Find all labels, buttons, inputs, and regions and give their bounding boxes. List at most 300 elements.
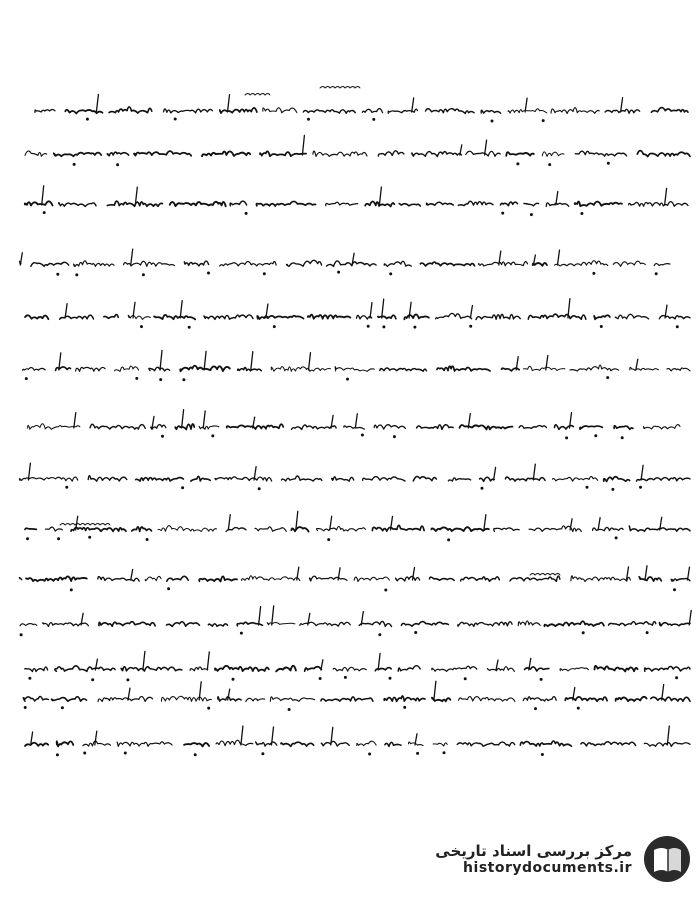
handwriting-stroke bbox=[154, 315, 195, 320]
handwriting-dot bbox=[464, 678, 466, 680]
handwriting-stroke bbox=[54, 153, 102, 157]
handwriting-stroke bbox=[175, 424, 194, 430]
handwriting-stroke bbox=[613, 261, 645, 266]
handwriting-dot bbox=[443, 752, 445, 754]
handwriting-dot bbox=[517, 163, 519, 165]
handwriting-stroke bbox=[524, 203, 539, 206]
handwriting-stroke bbox=[55, 666, 115, 672]
handwriting-stroke bbox=[134, 151, 191, 156]
handwriting-dot bbox=[258, 488, 260, 490]
handwriting-dot bbox=[361, 434, 363, 436]
handwriting-stroke bbox=[335, 367, 374, 372]
handwriting-ascender bbox=[160, 350, 162, 370]
handwriting-dot bbox=[404, 706, 406, 708]
handwriting-ascender bbox=[96, 95, 98, 113]
handwriting-dot bbox=[367, 325, 369, 327]
watermark-url: historydocuments.ir bbox=[463, 860, 632, 876]
handwriting-dot bbox=[174, 118, 176, 120]
handwriting-ascender bbox=[525, 98, 527, 112]
handwriting-stroke bbox=[208, 624, 227, 627]
handwriting-stroke bbox=[191, 476, 210, 481]
handwriting-stroke bbox=[359, 621, 391, 626]
handwriting-stroke bbox=[437, 366, 490, 371]
handwriting-stroke bbox=[636, 478, 690, 482]
handwriting-stroke bbox=[202, 151, 250, 156]
handwriting-stroke bbox=[363, 477, 405, 481]
handwriting-stroke bbox=[520, 741, 571, 746]
handwriting-ascender bbox=[251, 352, 253, 370]
handwriting-stroke bbox=[255, 527, 286, 532]
handwriting-ascender bbox=[309, 353, 311, 370]
handwriting-stroke bbox=[57, 741, 74, 746]
handwriting-dot bbox=[288, 709, 290, 711]
handwriting-ascender bbox=[272, 606, 274, 625]
handwriting-stroke bbox=[357, 741, 376, 746]
handwriting-stroke bbox=[595, 666, 638, 672]
handwriting-ascender bbox=[128, 688, 130, 700]
handwriting-stroke bbox=[282, 476, 322, 481]
handwriting-stroke bbox=[659, 316, 690, 319]
handwriting-ascender bbox=[382, 299, 384, 318]
handwriting-ascender bbox=[204, 351, 206, 370]
handwriting-ascender bbox=[494, 467, 496, 480]
handwriting-ascender bbox=[412, 98, 414, 112]
handwriting-dot bbox=[208, 272, 210, 274]
handwriting-stroke bbox=[145, 576, 161, 580]
handwriting-dot bbox=[212, 435, 214, 437]
handwriting-stroke bbox=[19, 578, 21, 580]
handwriting-stroke bbox=[107, 152, 128, 156]
handwriting-dot bbox=[29, 677, 31, 679]
handwriting-stroke bbox=[528, 314, 586, 319]
handwriting-ascender bbox=[180, 301, 182, 318]
handwriting-stroke bbox=[523, 697, 556, 701]
handwriting-stroke bbox=[76, 367, 106, 371]
handwriting-stroke bbox=[659, 622, 690, 625]
handwriting-stroke bbox=[344, 426, 365, 429]
handwriting-stroke bbox=[432, 666, 477, 671]
handwriting-stroke bbox=[199, 426, 219, 429]
handwriting-stroke bbox=[164, 109, 213, 113]
handwriting-dot bbox=[481, 487, 483, 489]
handwriting-stroke bbox=[614, 426, 633, 430]
handwriting-stroke bbox=[433, 743, 447, 746]
handwriting-stroke bbox=[25, 743, 48, 746]
handwriting-stroke bbox=[190, 667, 208, 671]
handwriting-stroke bbox=[616, 697, 647, 701]
handwriting-dot bbox=[262, 753, 264, 755]
handwriting-dot bbox=[586, 486, 588, 488]
handwriting-stroke bbox=[71, 528, 126, 532]
handwriting-ascender bbox=[379, 187, 381, 205]
handwriting-stroke bbox=[459, 697, 515, 702]
handwriting-ascender bbox=[241, 726, 243, 745]
handwriting-ascender bbox=[228, 95, 230, 112]
handwriting-dot bbox=[607, 377, 609, 379]
handwriting-stroke bbox=[167, 576, 189, 581]
handwriting-ascender bbox=[370, 303, 372, 318]
handwriting-dot bbox=[414, 326, 416, 328]
handwriting-ascender bbox=[485, 140, 487, 155]
handwriting-stroke bbox=[362, 109, 382, 113]
handwriting-stroke bbox=[25, 667, 48, 672]
handwriting-stroke bbox=[581, 742, 636, 746]
handwriting-stroke bbox=[303, 110, 355, 114]
marginal-annotation bbox=[245, 94, 270, 96]
handwriting-stroke bbox=[461, 577, 500, 581]
handwriting-stroke bbox=[117, 742, 172, 747]
handwriting-dot bbox=[86, 118, 88, 120]
handwriting-stroke bbox=[23, 697, 48, 702]
handwriting-ascender bbox=[546, 356, 548, 371]
handwriting-ascender bbox=[434, 681, 436, 700]
handwriting-dot bbox=[70, 589, 72, 591]
handwriting-dot bbox=[655, 273, 657, 275]
handwriting-dot bbox=[542, 120, 544, 122]
handwriting-dot bbox=[182, 487, 184, 489]
handwriting-stroke bbox=[399, 203, 420, 206]
handwriting-dot bbox=[347, 378, 349, 380]
handwriting-stroke bbox=[487, 667, 514, 672]
handwriting-ascender bbox=[598, 518, 600, 530]
handwriting-ascender bbox=[621, 98, 623, 112]
handwriting-stroke bbox=[555, 261, 608, 266]
handwriting-dot bbox=[127, 679, 129, 681]
handwriting-stroke bbox=[25, 315, 48, 319]
handwriting-dot bbox=[124, 752, 126, 754]
handwriting-stroke bbox=[31, 262, 69, 266]
handwriting-ascender bbox=[152, 416, 154, 428]
handwriting-stroke bbox=[218, 697, 241, 701]
handwriting-stroke bbox=[384, 696, 425, 701]
handwriting-stroke bbox=[317, 526, 366, 531]
handwriting-dot bbox=[61, 707, 63, 709]
handwriting-stroke bbox=[553, 477, 598, 482]
handwriting-stroke bbox=[546, 203, 569, 206]
watermark bbox=[402, 829, 692, 889]
handwriting-stroke bbox=[321, 697, 373, 701]
handwriting-stroke bbox=[256, 201, 315, 206]
handwriting-stroke bbox=[480, 477, 495, 481]
handwriting-stroke bbox=[238, 368, 262, 371]
handwriting-stroke bbox=[256, 742, 277, 746]
handwriting-stroke bbox=[291, 527, 308, 531]
handwriting-stroke bbox=[28, 424, 80, 430]
handwriting-dot bbox=[76, 274, 78, 276]
handwriting-stroke bbox=[501, 202, 518, 206]
handwriting-dot bbox=[600, 326, 602, 328]
handwriting-stroke bbox=[128, 315, 150, 319]
handwriting-stroke bbox=[20, 624, 37, 626]
handwriting-stroke bbox=[25, 201, 53, 205]
handwriting-stroke bbox=[645, 666, 690, 671]
handwriting-stroke bbox=[215, 477, 272, 481]
handwriting-stroke bbox=[216, 740, 253, 746]
handwriting-stroke bbox=[227, 424, 284, 429]
handwriting-stroke bbox=[378, 315, 396, 318]
handwriting-dot bbox=[676, 677, 678, 679]
handwriting-dot bbox=[535, 708, 537, 710]
handwriting-ascender bbox=[665, 188, 667, 205]
handwriting-stroke bbox=[257, 316, 303, 319]
handwriting-dot bbox=[595, 435, 597, 437]
handwriting-stroke bbox=[184, 261, 208, 266]
handwriting-dot bbox=[142, 274, 144, 276]
handwriting-dot bbox=[646, 632, 648, 634]
handwriting-dot bbox=[577, 707, 579, 709]
handwriting-ascender bbox=[321, 660, 323, 670]
handwriting-stroke bbox=[479, 262, 528, 266]
handwriting-stroke bbox=[654, 264, 670, 266]
handwriting-stroke bbox=[292, 425, 337, 430]
handwriting-stroke bbox=[276, 666, 296, 672]
handwriting-dot bbox=[502, 212, 504, 214]
handwriting-stroke bbox=[542, 152, 564, 157]
handwriting-ascender bbox=[484, 515, 486, 530]
handwriting-stroke bbox=[575, 201, 622, 206]
handwriting-stroke bbox=[313, 151, 367, 156]
handwriting-ascender bbox=[131, 569, 133, 580]
handwriting-stroke bbox=[220, 261, 276, 266]
handwriting-dot bbox=[615, 537, 617, 539]
handwriting-dot bbox=[491, 120, 493, 122]
handwriting-ascender bbox=[143, 651, 145, 670]
handwriting-stroke bbox=[388, 109, 417, 113]
handwriting-stroke bbox=[580, 426, 602, 429]
handwriting-dot bbox=[607, 162, 609, 164]
handwriting-stroke bbox=[560, 668, 588, 671]
handwriting-stroke bbox=[481, 110, 501, 113]
handwriting-dot bbox=[415, 632, 417, 634]
handwriting-stroke bbox=[109, 107, 152, 113]
handwriting-dot bbox=[208, 707, 210, 709]
handwriting-stroke bbox=[230, 201, 247, 206]
handwriting-stroke bbox=[308, 315, 350, 319]
handwriting-stroke bbox=[23, 368, 46, 371]
handwriting-ascender bbox=[207, 652, 209, 670]
handwriting-dot bbox=[308, 118, 310, 120]
handwriting-stroke bbox=[431, 527, 488, 531]
handwriting-stroke bbox=[162, 696, 212, 701]
handwriting-stroke bbox=[518, 621, 540, 626]
handwriting-stroke bbox=[59, 203, 96, 207]
handwriting-stroke bbox=[51, 697, 86, 702]
handwriting-stroke bbox=[565, 697, 607, 701]
handwriting-dot bbox=[470, 325, 472, 327]
handwriting-stroke bbox=[321, 741, 349, 746]
handwriting-stroke bbox=[630, 367, 659, 370]
handwriting-stroke bbox=[412, 152, 462, 157]
handwriting-dot bbox=[541, 754, 543, 756]
handwriting-dot bbox=[540, 678, 542, 680]
handwriting-stroke bbox=[115, 366, 139, 371]
handwriting-dot bbox=[593, 272, 595, 274]
handwriting-dot bbox=[66, 486, 68, 488]
handwriting-dot bbox=[640, 486, 642, 488]
handwriting-stroke bbox=[615, 314, 648, 319]
handwriting-stroke bbox=[99, 622, 155, 627]
handwriting-stroke bbox=[378, 151, 404, 156]
handwriting-stroke bbox=[667, 368, 690, 371]
watermark-title: مرکز بررسی اسناد تاریخی bbox=[435, 842, 632, 860]
handwriting-stroke bbox=[215, 666, 269, 671]
handwriting-stroke bbox=[357, 315, 372, 319]
handwriting-ascender bbox=[558, 250, 560, 265]
handwriting-dot bbox=[245, 212, 247, 214]
marginal-annotation bbox=[320, 87, 360, 89]
handwriting-stroke bbox=[184, 743, 209, 746]
handwriting-stroke bbox=[533, 263, 547, 266]
handwriting-stroke bbox=[575, 151, 626, 156]
handwriting-ascender bbox=[688, 567, 690, 580]
handwriting-stroke bbox=[384, 261, 411, 266]
handwriting-stroke bbox=[170, 202, 226, 206]
handwriting-stroke bbox=[260, 151, 306, 156]
handwriting-dot bbox=[338, 271, 340, 273]
handwriting-dot bbox=[369, 753, 371, 755]
handwriting-stroke bbox=[544, 621, 603, 626]
handwriting-dot bbox=[383, 326, 385, 328]
handwriting-stroke bbox=[458, 201, 493, 205]
handwriting-dot bbox=[621, 437, 623, 439]
handwriting-stroke bbox=[246, 698, 265, 701]
handwriting-dot bbox=[319, 678, 321, 680]
handwriting-stroke bbox=[413, 476, 436, 480]
handwriting-stroke bbox=[287, 260, 322, 266]
handwriting-stroke bbox=[417, 425, 454, 430]
handwriting-dot bbox=[136, 377, 138, 379]
handwriting-stroke bbox=[436, 313, 472, 319]
handwriting-dot bbox=[344, 676, 346, 678]
handwriting-stroke bbox=[430, 577, 455, 580]
handwriting-dot bbox=[390, 273, 392, 275]
handwriting-dot bbox=[141, 326, 143, 328]
handwriting-dot bbox=[117, 164, 119, 166]
handwriting-stroke bbox=[594, 315, 610, 319]
handwriting-stroke bbox=[506, 152, 534, 156]
handwriting-dot bbox=[379, 634, 381, 636]
handwriting-stroke bbox=[448, 478, 470, 481]
handwriting-stroke bbox=[372, 525, 424, 531]
handwriting-dot bbox=[84, 752, 86, 754]
handwriting-stroke bbox=[132, 527, 152, 532]
handwriting-stroke bbox=[104, 315, 118, 319]
handwriting-ascender bbox=[302, 135, 304, 155]
handwriting-dot bbox=[194, 754, 196, 756]
handwriting-stroke bbox=[263, 108, 297, 113]
handwriting-stroke bbox=[510, 576, 560, 581]
handwriting-dot bbox=[240, 632, 242, 634]
handwriting-stroke bbox=[158, 526, 216, 532]
handwriting-ascender bbox=[378, 654, 380, 671]
handwriting-stroke bbox=[199, 576, 237, 581]
handwriting-stroke bbox=[327, 261, 377, 266]
handwriting-stroke bbox=[466, 151, 501, 156]
handwriting-dot bbox=[674, 589, 676, 591]
handwriting-dot bbox=[89, 536, 91, 538]
handwriting-ascender bbox=[355, 414, 357, 428]
handwriting-stroke bbox=[242, 576, 300, 581]
handwriting-stroke bbox=[398, 666, 420, 672]
handwriting-stroke bbox=[651, 108, 688, 113]
handwriting-stroke bbox=[220, 108, 257, 113]
handwriting-dot bbox=[263, 273, 265, 275]
handwriting-stroke bbox=[25, 528, 36, 529]
handwriting-dot bbox=[676, 326, 678, 328]
handwriting-stroke bbox=[460, 425, 513, 429]
handwriting-dot bbox=[581, 213, 583, 215]
handwriting-stroke bbox=[420, 262, 474, 266]
handwriting-stroke bbox=[56, 367, 71, 370]
handwriting-stroke bbox=[551, 108, 599, 114]
handwriting-ascender bbox=[182, 410, 184, 428]
handwriting-ascender bbox=[470, 306, 472, 319]
handwriting-stroke bbox=[593, 527, 624, 530]
handwriting-stroke bbox=[555, 425, 574, 430]
handwriting-stroke bbox=[25, 151, 47, 156]
handwriting-dot bbox=[25, 378, 27, 380]
handwriting-stroke bbox=[167, 622, 200, 627]
handwriting-stroke bbox=[426, 202, 453, 205]
handwriting-stroke bbox=[404, 314, 429, 319]
handwriting-dot bbox=[27, 538, 29, 540]
handwriting-stroke bbox=[605, 109, 640, 113]
handwriting-dot bbox=[273, 326, 275, 328]
handwriting-stroke bbox=[354, 577, 389, 581]
handwriting-stroke bbox=[604, 477, 630, 482]
handwriting-stroke bbox=[571, 576, 631, 582]
handwriting-dot bbox=[385, 589, 387, 591]
handwriting-stroke bbox=[508, 109, 547, 113]
handwriting-ascender bbox=[533, 464, 535, 480]
handwriting-ascender bbox=[203, 411, 205, 428]
handwriting-stroke bbox=[83, 741, 111, 746]
handwriting-dot bbox=[373, 118, 375, 120]
handwriting-stroke bbox=[332, 477, 354, 481]
handwriting-stroke bbox=[374, 425, 405, 429]
handwriting-dot bbox=[56, 754, 58, 756]
handwriting-stroke bbox=[35, 109, 55, 112]
handwriting-dot bbox=[389, 677, 391, 679]
handwriting-stroke bbox=[98, 577, 139, 582]
handwriting-stroke bbox=[333, 667, 366, 671]
handwriting-ascender bbox=[662, 685, 664, 701]
handwriting-dot bbox=[530, 214, 532, 216]
handwriting-stroke bbox=[121, 667, 182, 671]
handwriting-ascender bbox=[95, 731, 97, 745]
handwriting-stroke bbox=[651, 697, 690, 701]
handwriting-stroke bbox=[45, 527, 62, 531]
handwriting-stroke bbox=[519, 426, 546, 429]
handwriting-stroke bbox=[523, 366, 564, 370]
handwriting-ascender bbox=[131, 249, 133, 265]
handwriting-dot bbox=[232, 678, 234, 680]
handwriting-stroke bbox=[149, 367, 170, 371]
handwriting-stroke bbox=[529, 526, 581, 532]
handwriting-dot bbox=[566, 437, 568, 439]
handwriting-stroke bbox=[136, 477, 184, 481]
handwriting-ascender bbox=[74, 413, 76, 428]
handwriting-ascender bbox=[42, 186, 44, 205]
handwriting-dot bbox=[73, 163, 75, 165]
handwriting-stroke bbox=[637, 151, 690, 157]
handwriting-dot bbox=[162, 435, 164, 437]
handwriting-stroke bbox=[570, 365, 619, 371]
handwriting-stroke bbox=[98, 697, 153, 702]
handwriting-dot bbox=[43, 212, 45, 214]
handwriting-stroke bbox=[639, 577, 661, 581]
handwriting-dot bbox=[393, 436, 395, 438]
